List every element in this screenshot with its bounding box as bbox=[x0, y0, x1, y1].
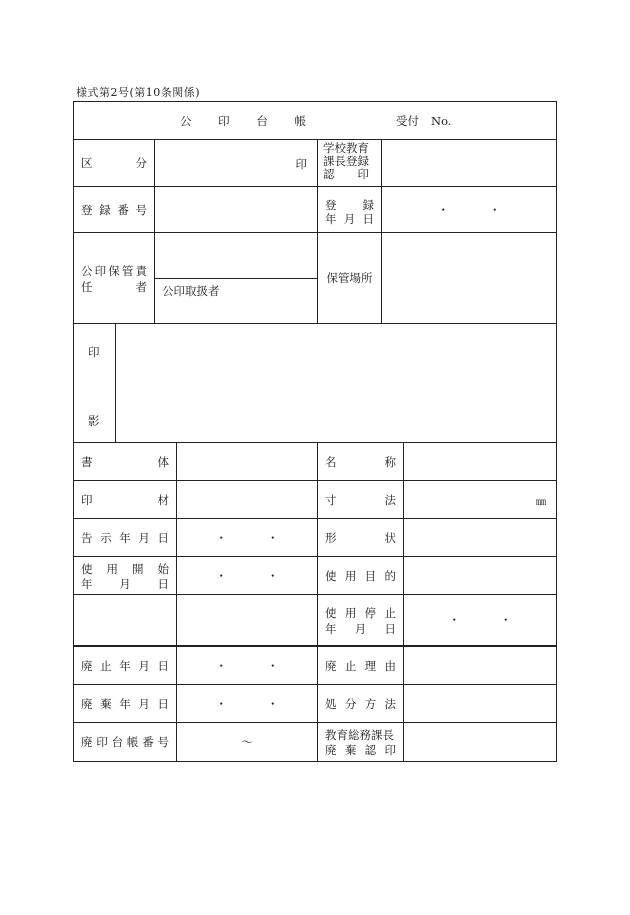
bottom-row-3 bbox=[74, 723, 556, 761]
bottom-row-2 bbox=[74, 685, 556, 723]
disposal-method-label: 処 分 方 法 bbox=[317, 685, 403, 722]
font-style-field[interactable] bbox=[176, 443, 317, 480]
blank-field-cell[interactable] bbox=[176, 595, 317, 645]
name-field[interactable] bbox=[403, 443, 556, 480]
detail-row-2 bbox=[74, 481, 556, 519]
disposal-approval-stamp-field[interactable] bbox=[403, 723, 556, 761]
form-caption: 様式第2号(第10条関係) bbox=[76, 86, 201, 99]
detail-row-4 bbox=[74, 557, 556, 595]
storage-location-field[interactable] bbox=[381, 233, 556, 323]
approval-stamp-field[interactable] bbox=[381, 140, 556, 186]
usage-stop-date-field[interactable]: ・ ・ bbox=[403, 595, 556, 645]
detail-row-5 bbox=[74, 595, 556, 647]
custodian-name-field[interactable] bbox=[155, 233, 317, 279]
name-label: 名 称 bbox=[317, 443, 403, 480]
disposal-date-label: 廃 棄 年 月 日 bbox=[81, 696, 169, 711]
approval-label: 学校教育 課長登録 認 印 bbox=[317, 140, 381, 186]
category-row bbox=[74, 140, 556, 187]
shape-field[interactable] bbox=[403, 519, 556, 556]
abolished-register-number-field[interactable] bbox=[176, 723, 317, 761]
registration-row bbox=[74, 187, 556, 233]
storage-location-label: 保管場所 bbox=[317, 233, 381, 323]
detail-row-3 bbox=[74, 519, 556, 557]
seal-mark: 印 bbox=[295, 157, 307, 171]
seal-impression-area[interactable] bbox=[115, 324, 556, 442]
receipt-label: 受付 No. bbox=[396, 113, 452, 128]
usage-purpose-label: 使 用 目 的 bbox=[317, 557, 403, 594]
custodian-row bbox=[74, 233, 556, 324]
usage-purpose-field[interactable] bbox=[403, 557, 556, 594]
font-style-label: 書 体 bbox=[81, 454, 169, 469]
dimension-field[interactable] bbox=[403, 481, 556, 518]
registration-number-label: 登 録 番 号 bbox=[81, 202, 147, 217]
range-tilde: ～ bbox=[241, 735, 253, 749]
seal-impression-row bbox=[74, 324, 556, 443]
bottom-row-1 bbox=[74, 647, 556, 685]
disposal-date-field[interactable]: ・ ・ bbox=[176, 685, 317, 722]
material-field[interactable] bbox=[176, 481, 317, 518]
abolition-reason-field[interactable] bbox=[403, 647, 556, 684]
notice-date-label: 告 示 年 月 日 bbox=[81, 530, 169, 545]
disposal-approval-label: 教育総務課長 廃 棄 認 印 bbox=[317, 723, 403, 761]
receipt-number: No. bbox=[431, 113, 452, 128]
disposal-method-field[interactable] bbox=[403, 685, 556, 722]
usage-start-date-label: 使 用 開 始 年 月 日 bbox=[81, 562, 169, 591]
seal-register-form bbox=[73, 101, 557, 762]
registration-date-field[interactable]: ・ ・ bbox=[381, 187, 556, 232]
category-label: 区 分 bbox=[81, 156, 147, 170]
notice-date-field[interactable]: ・ ・ bbox=[176, 519, 317, 556]
abolition-date-field[interactable]: ・ ・ bbox=[176, 647, 317, 684]
seal-impression-label: 印 影 bbox=[88, 345, 100, 428]
custodian-fields bbox=[154, 233, 317, 323]
header-row bbox=[74, 102, 556, 140]
abolished-register-number-label: 廃 印 台 帳 番 号 bbox=[81, 735, 169, 749]
category-field[interactable] bbox=[154, 140, 317, 186]
abolition-reason-label: 廃 止 理 由 bbox=[317, 647, 403, 684]
handler-label: 公印取扱者 bbox=[162, 284, 220, 298]
material-label: 印 材 bbox=[81, 492, 169, 507]
registration-number-field[interactable] bbox=[154, 187, 317, 232]
usage-start-date-field[interactable]: ・ ・ bbox=[176, 557, 317, 594]
abolition-date-label: 廃 止 年 月 日 bbox=[81, 658, 169, 673]
dimension-unit: ㎜ bbox=[536, 497, 546, 508]
form-title: 公 印 台 帳 bbox=[180, 113, 306, 128]
shape-label: 形 状 bbox=[317, 519, 403, 556]
dimension-label: 寸 法 bbox=[317, 481, 403, 518]
usage-stop-date-label: 使 用 停 止 年 月 日 bbox=[317, 595, 403, 645]
registration-date-label: 登 録 年 月 日 bbox=[317, 187, 381, 232]
blank-label-cell bbox=[74, 595, 176, 645]
detail-row-1 bbox=[74, 443, 556, 481]
custodian-label: 公 印 保 管 責 任 者 bbox=[81, 264, 147, 294]
